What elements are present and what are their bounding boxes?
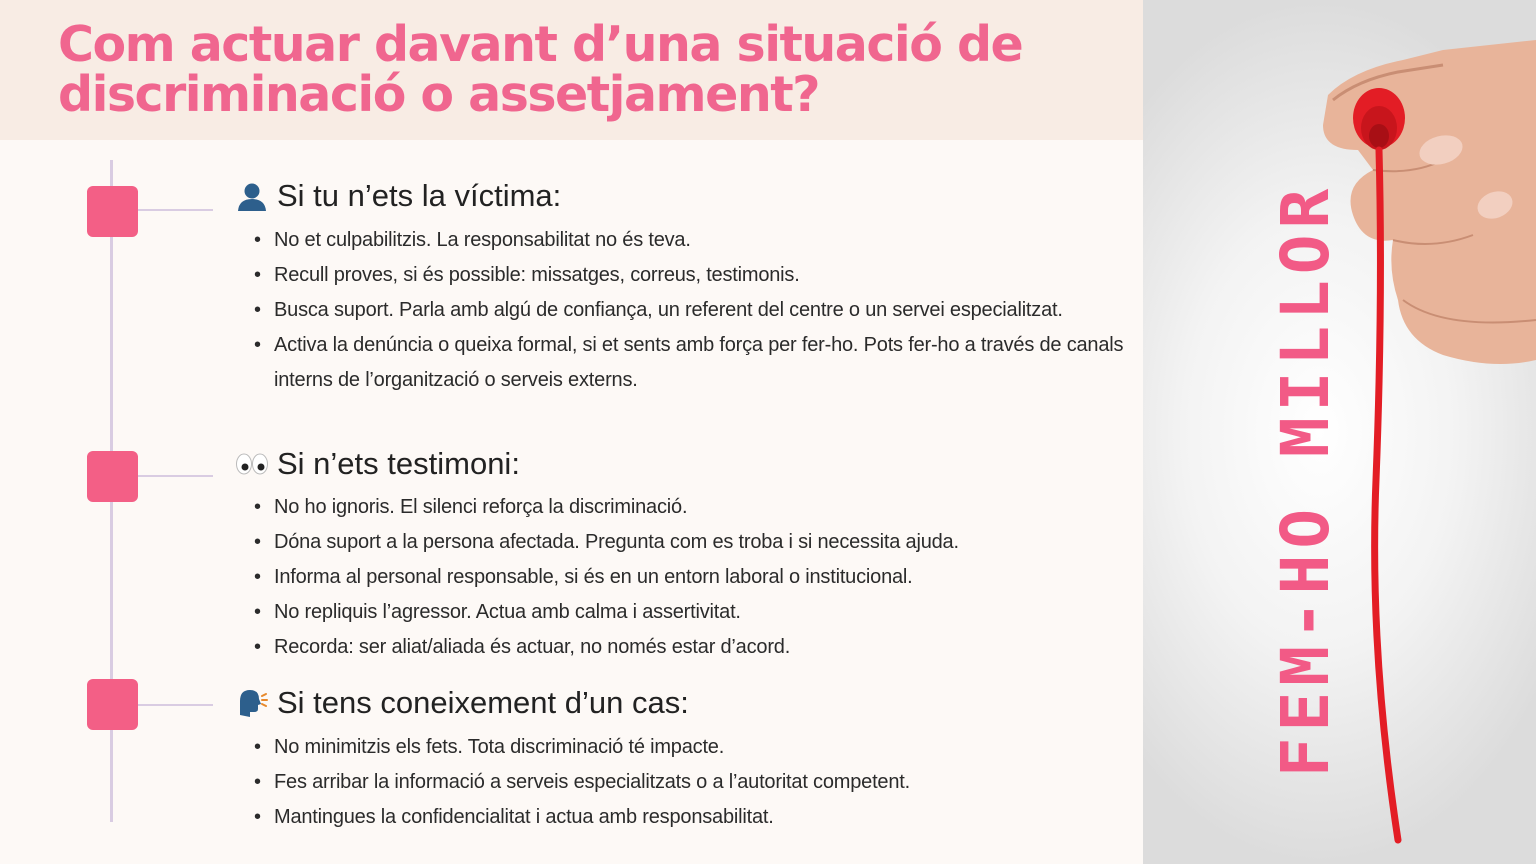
title-line-1: Com actuar davant d’una situació de xyxy=(58,16,1023,73)
person-silhouette-icon xyxy=(235,179,269,213)
photo-hand-marker xyxy=(1143,0,1536,864)
section-victim-list xyxy=(250,223,1154,398)
list-item: • No et culpabilitzis. La responsabilitat no és teva. xyxy=(274,223,1154,258)
eyes-icon xyxy=(235,447,269,481)
list-item: • No minimitzis els fets. Tota discriminació té impacte. xyxy=(274,730,1154,765)
list-item: • Recull proves, si és possible: missatges, correus, testimonis. xyxy=(274,258,1154,293)
list-item: • Informa al personal responsable, si és en un entorn laboral o institucional. xyxy=(274,560,1154,595)
section-victim-title: Si tu n’ets la víctima: xyxy=(277,178,562,213)
handwritten-text: FEM-HO MILLOR xyxy=(1267,182,1344,778)
list-item: • Activa la denúncia o queixa formal, si et sents amb força per fer-ho. Pots fer-ho a través de canals interns de l’organització o serveis externs. xyxy=(274,328,1154,398)
timeline-marker-knowledge xyxy=(87,679,138,730)
timeline-connector xyxy=(138,704,213,706)
list-item: • Dóna suport a la persona afectada. Pregunta com es troba i si necessita ajuda. xyxy=(274,525,1154,560)
timeline-marker-witness xyxy=(87,451,138,502)
list-item: • Fes arribar la informació a serveis especialitzats o a l’autoritat competent. xyxy=(274,765,1154,800)
timeline-marker-victim xyxy=(87,186,138,237)
section-witness-list xyxy=(250,490,1154,665)
hand-illustration xyxy=(1323,40,1536,364)
list-item: • No repliquis l’agressor. Actua amb calma i assertivitat. xyxy=(274,595,1154,630)
section-knowledge-heading xyxy=(235,685,689,721)
title-line-2: discriminació o assetjament? xyxy=(58,66,820,123)
section-knowledge-title: Si tens coneixement d’un cas: xyxy=(277,685,689,720)
section-knowledge-list xyxy=(250,730,1154,835)
list-item: • No ho ignoris. El silenci reforça la discriminació. xyxy=(274,490,1154,525)
page-title xyxy=(58,16,1023,123)
section-witness-heading xyxy=(235,446,520,482)
section-witness-title: Si n’ets testimoni: xyxy=(277,446,520,481)
speaking-head-icon xyxy=(235,686,269,720)
section-victim-heading xyxy=(235,178,561,214)
timeline-connector xyxy=(138,209,213,211)
timeline-connector xyxy=(138,475,213,477)
list-item: • Recorda: ser aliat/aliada és actuar, no només estar d’acord. xyxy=(274,630,1154,665)
list-item: • Mantingues la confidencialitat i actua amb responsabilitat. xyxy=(274,800,1154,835)
list-item: • Busca suport. Parla amb algú de confiança, un referent del centre o un servei especialitzat. xyxy=(274,293,1154,328)
